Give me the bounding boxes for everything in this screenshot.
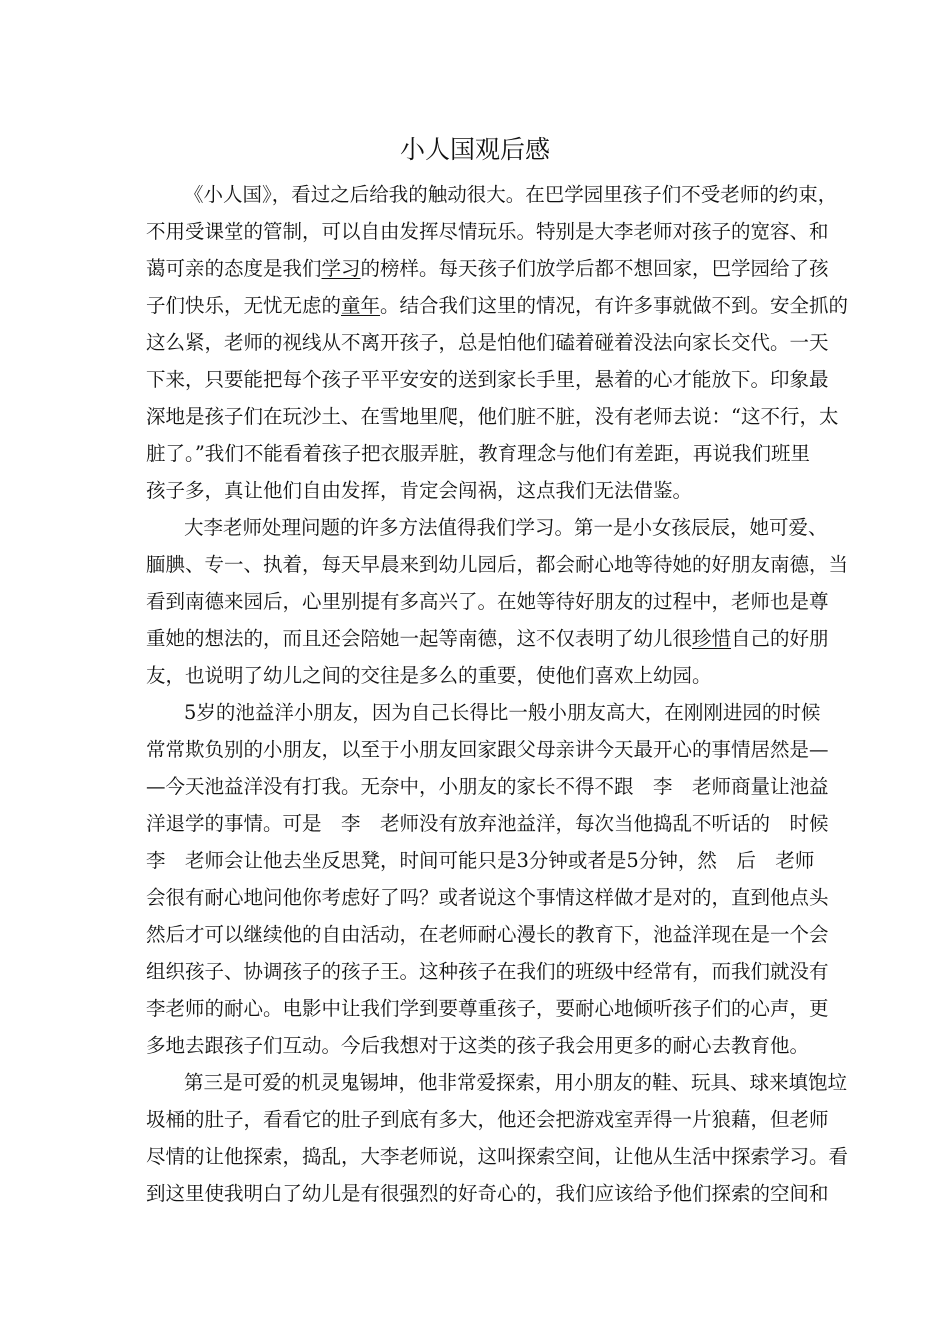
text-run: 多地去跟孩子们互动。今后我想对于这类的孩子我会用更多的耐心去教育他。 xyxy=(146,1034,810,1057)
text-run: 的榜样。每天孩子们放学后都不想回家，巴学园给了孩 xyxy=(360,257,829,280)
text-line xyxy=(146,213,829,250)
paragraph xyxy=(146,1064,849,1212)
text-run: 自己的好朋 xyxy=(731,627,829,650)
text-run: 友，也说明了幼儿之间的交往是多么的重要，使他们喜欢上幼园。 xyxy=(146,664,712,687)
document-title: 小人国观后感 xyxy=(399,135,550,164)
text-run: 然后才可以继续他的自由活动，在老师耐心漫长的教育下，池益洋现在是一个会 xyxy=(146,923,829,946)
text-line xyxy=(146,509,828,546)
text-line xyxy=(146,768,829,805)
text-run: 蔼可亲的态度是我们 xyxy=(146,257,322,280)
text-line xyxy=(146,1138,849,1175)
text-run: 腼腆、专一、执着，每天早晨来到幼儿园后，都会耐心地等待她的好朋友南德，当 xyxy=(146,553,849,576)
paragraph xyxy=(146,694,829,1064)
text-run: 。结合我们这里的情况，有许多事就做不到。安全抓的 xyxy=(380,294,849,317)
paragraph xyxy=(146,509,849,694)
text-run: 大李老师处理问题的许多方法值得我们学习。第一是小女孩辰辰，她可爱、 xyxy=(184,516,828,539)
text-line xyxy=(146,1027,810,1064)
text-line xyxy=(146,805,829,842)
text-line xyxy=(146,620,829,657)
text-run: 常常欺负别的小朋友，以至于小朋友回家跟父母亲讲今天最开心的事情居然是— xyxy=(146,738,829,761)
text-run: 尽情的让他探索，捣乱，大李老师说，这叫探索空间，让他从生活中探索学习。看 xyxy=(146,1145,849,1168)
text-run: 子们快乐，无忧无虑的 xyxy=(146,294,342,317)
hyperlink-text[interactable]: 童年 xyxy=(341,294,381,317)
paragraph xyxy=(146,176,849,509)
text-run: 深地是孩子们在玩沙土、在雪地里爬，他们脏不脏，没有老师去说：“这不行，太 xyxy=(146,405,839,428)
text-run: 第三是可爱的机灵鬼锡坤，他非常爱探索，用小朋友的鞋、玩具、球来填饱垃 xyxy=(184,1071,848,1094)
text-run: 圾桶的肚子，看看它的肚子到底有多大，他还会把游戏室弄得一片狼藉，但老师 xyxy=(146,1108,829,1131)
text-line xyxy=(146,731,829,768)
text-run: 组织孩子、协调孩子的孩子王。这种孩子在我们的班级中经常有，而我们就没有 xyxy=(146,960,829,983)
text-run: 会很有耐心地问他你考虑好了吗？或者说这个事情这样做才是对的，直到他点头 xyxy=(146,886,829,909)
text-line xyxy=(146,1101,829,1138)
text-run: 5岁的池益洋小朋友，因为自己长得比一般小朋友高大，在刚刚进园的时候 xyxy=(184,701,821,724)
text-line xyxy=(146,361,829,398)
text-line xyxy=(146,287,849,324)
text-line xyxy=(146,435,810,472)
text-run: 洋退学的事情。可是 李 老师没有放弃池益洋，每次当他捣乱不听话的 时候 xyxy=(146,812,829,835)
text-line xyxy=(146,953,829,990)
text-run: 重她的想法的，而且还会陪她一起等南德，这不仅表明了幼儿很 xyxy=(146,627,693,650)
text-line xyxy=(146,990,829,1027)
text-run: 脏了。”我们不能看着孩子把衣服弄脏，教育理念与他们有差距，再说我们班里 xyxy=(146,442,810,465)
text-run: 孩子多，真让他们自由发挥，肯定会闯祸，这点我们无法借鉴。 xyxy=(146,479,693,502)
text-line xyxy=(146,324,829,361)
text-line xyxy=(146,398,839,435)
hyperlink-text[interactable]: 珍惜 xyxy=(692,627,732,650)
text-line xyxy=(146,842,815,879)
text-line xyxy=(146,916,829,953)
text-line xyxy=(146,879,829,916)
document-body xyxy=(146,176,849,1212)
hyperlink-text[interactable]: 学习 xyxy=(321,257,361,280)
text-run: 李 老师会让他去坐反思凳，时间可能只是3分钟或者是5分钟，然 后 老师 xyxy=(146,849,815,872)
text-run: 不用受课堂的管制，可以自由发挥尽情玩乐。特别是大李老师对孩子的宽容、和 xyxy=(146,220,829,243)
text-run: 这么紧，老师的视线从不离开孩子，总是怕他们磕着碰着没法向家长交代。一天 xyxy=(146,331,829,354)
text-run: —今天池益洋没有打我。无奈中，小朋友的家长不得不跟 李 老师商量让池益 xyxy=(146,775,829,798)
text-line xyxy=(146,176,838,213)
text-line xyxy=(146,472,810,509)
text-line xyxy=(146,694,821,731)
text-line xyxy=(146,546,849,583)
text-line xyxy=(146,250,829,287)
text-line xyxy=(146,1064,848,1101)
text-run: 李老师的耐心。电影中让我们学到要尊重孩子，要耐心地倾听孩子们的心声，更 xyxy=(146,997,829,1020)
text-line xyxy=(146,1175,829,1212)
text-run: 下来，只要能把每个孩子平平安安的送到家长手里，悬着的心才能放下。印象最 xyxy=(146,368,829,391)
text-run: 到这里使我明白了幼儿是有很强烈的好奇心的，我们应该给予他们探索的空间和 xyxy=(146,1182,829,1205)
text-line xyxy=(146,657,810,694)
text-run: 看到南德来园后，心里别提有多高兴了。在她等待好朋友的过程中，老师也是尊 xyxy=(146,590,829,613)
text-run: 《小人国》，看过之后给我的触动很大。在巴学园里孩子们不受老师的约束， xyxy=(184,183,838,206)
text-line xyxy=(146,583,829,620)
